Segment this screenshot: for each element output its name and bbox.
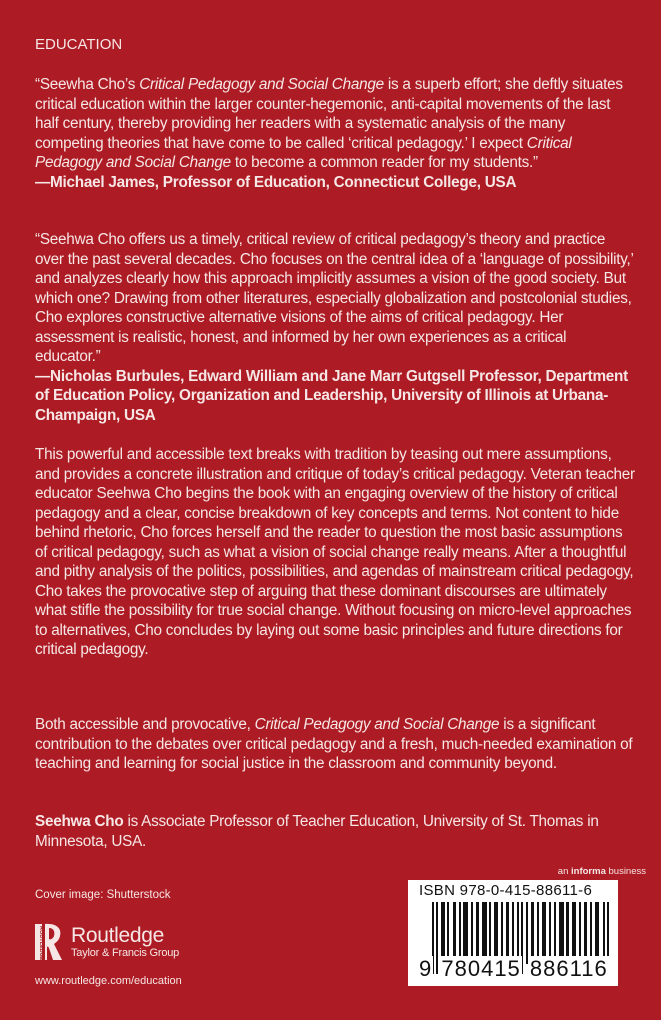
informa-tagline: an informa business <box>557 866 646 877</box>
cover-credit: Cover image: Shutterstock <box>35 889 171 901</box>
publisher-website[interactable]: www.routledge.com/education <box>35 975 182 987</box>
isbn-barcode <box>408 880 618 986</box>
book-description: This powerful and accessible text breaks with tradition by teasing out mere assumptions, and provides a concrete illustration and critique of today’s critical pedagogy. Veteran teacher educator Seehwa Cho begins the book with an engaging overview of the history of critical pedagogy and a clear, concise breakdown of key concepts and terms. Not content to hide behind rhetoric, Cho forces herself and the reader to question the most basic assumptions of critical pedagogy, such as what a vision of social change really means. After a thoughtful and pithy analysis of the politics, possibilities, and agendas of mainstream critical pedagogy, Cho takes the provocative step of arguing that these dominant discourses are ultimately what stifle the possibility for true social change. Without focusing on micro-level approaches to alternatives, Cho concludes by laying out some basic principles and future directions for critical pedagogy. <box>35 446 635 658</box>
endorsement-1 <box>35 75 635 192</box>
svg-text:ROUTLEDGE: ROUTLEDGE <box>38 926 45 961</box>
endorsement-2-quote: “Seehwa Cho offers us a timely, critical review of critical pedagogy’s theory and practice over the past several decades. Cho focuses on the central idea of a ‘language of possibility,’ and analyzes clearly how this approach implicitly assumes a vision of the good society. But which one? Drawing from other literatures, especially globalization and postcolonial studies, Cho explores constructive alternative visions of the aims of critical pedagogy. Her assessment is realistic, honest, and informed by her own experiences as a critical educator.” <box>35 231 634 365</box>
book-summary: Both accessible and provocative, Critical Pedagogy and Social Change is a significant contribution to the debates over critical pedagogy and a fresh, much-needed examination of teaching and learning for social justice in the classroom and community beyond. <box>35 716 633 772</box>
endorsement-1-attribution: —Michael James, Professor of Education, Connecticut College, USA <box>35 173 517 191</box>
publisher-name: Routledge <box>71 923 165 947</box>
routledge-r-icon <box>35 922 65 962</box>
author-name: Seehwa Cho <box>35 813 124 830</box>
book-title: Critical Pedagogy and Social Change <box>254 716 500 733</box>
publisher-group: Taylor & Francis Group <box>71 946 180 959</box>
isbn-label: ISBN 978-0-415-88611-6 <box>419 882 593 899</box>
author-bio: Seehwa Cho is Associate Professor of Teacher Education, University of St. Thomas in Minnesota, USA. <box>35 813 599 850</box>
endorsement-1-quote: “Seewha Cho’s Critical Pedagogy and Social Change is a superb effort; she deftly situates critical education within the larger counter-hegemonic, anti-capital movements of the last half century, thereby providing her readers with a systematic analysis of the many competing theories that have come to be called ‘critical pedagogy.’ I expect Critical Pedagogy and Social Change to become a common reader for my students.” <box>35 76 623 171</box>
category-label: EDUCATION <box>35 36 123 53</box>
ean-digits: 9 780415 886116 <box>419 956 608 981</box>
routledge-logo <box>35 922 179 962</box>
endorsement-2 <box>35 230 635 425</box>
endorsement-2-attribution: —Nicholas Burbules, Edward William and Jane Marr Gutgsell Professor, Department of Education Policy, Organization and Leadership, University of Illinois at Urbana-Champaign, USA <box>35 367 628 424</box>
